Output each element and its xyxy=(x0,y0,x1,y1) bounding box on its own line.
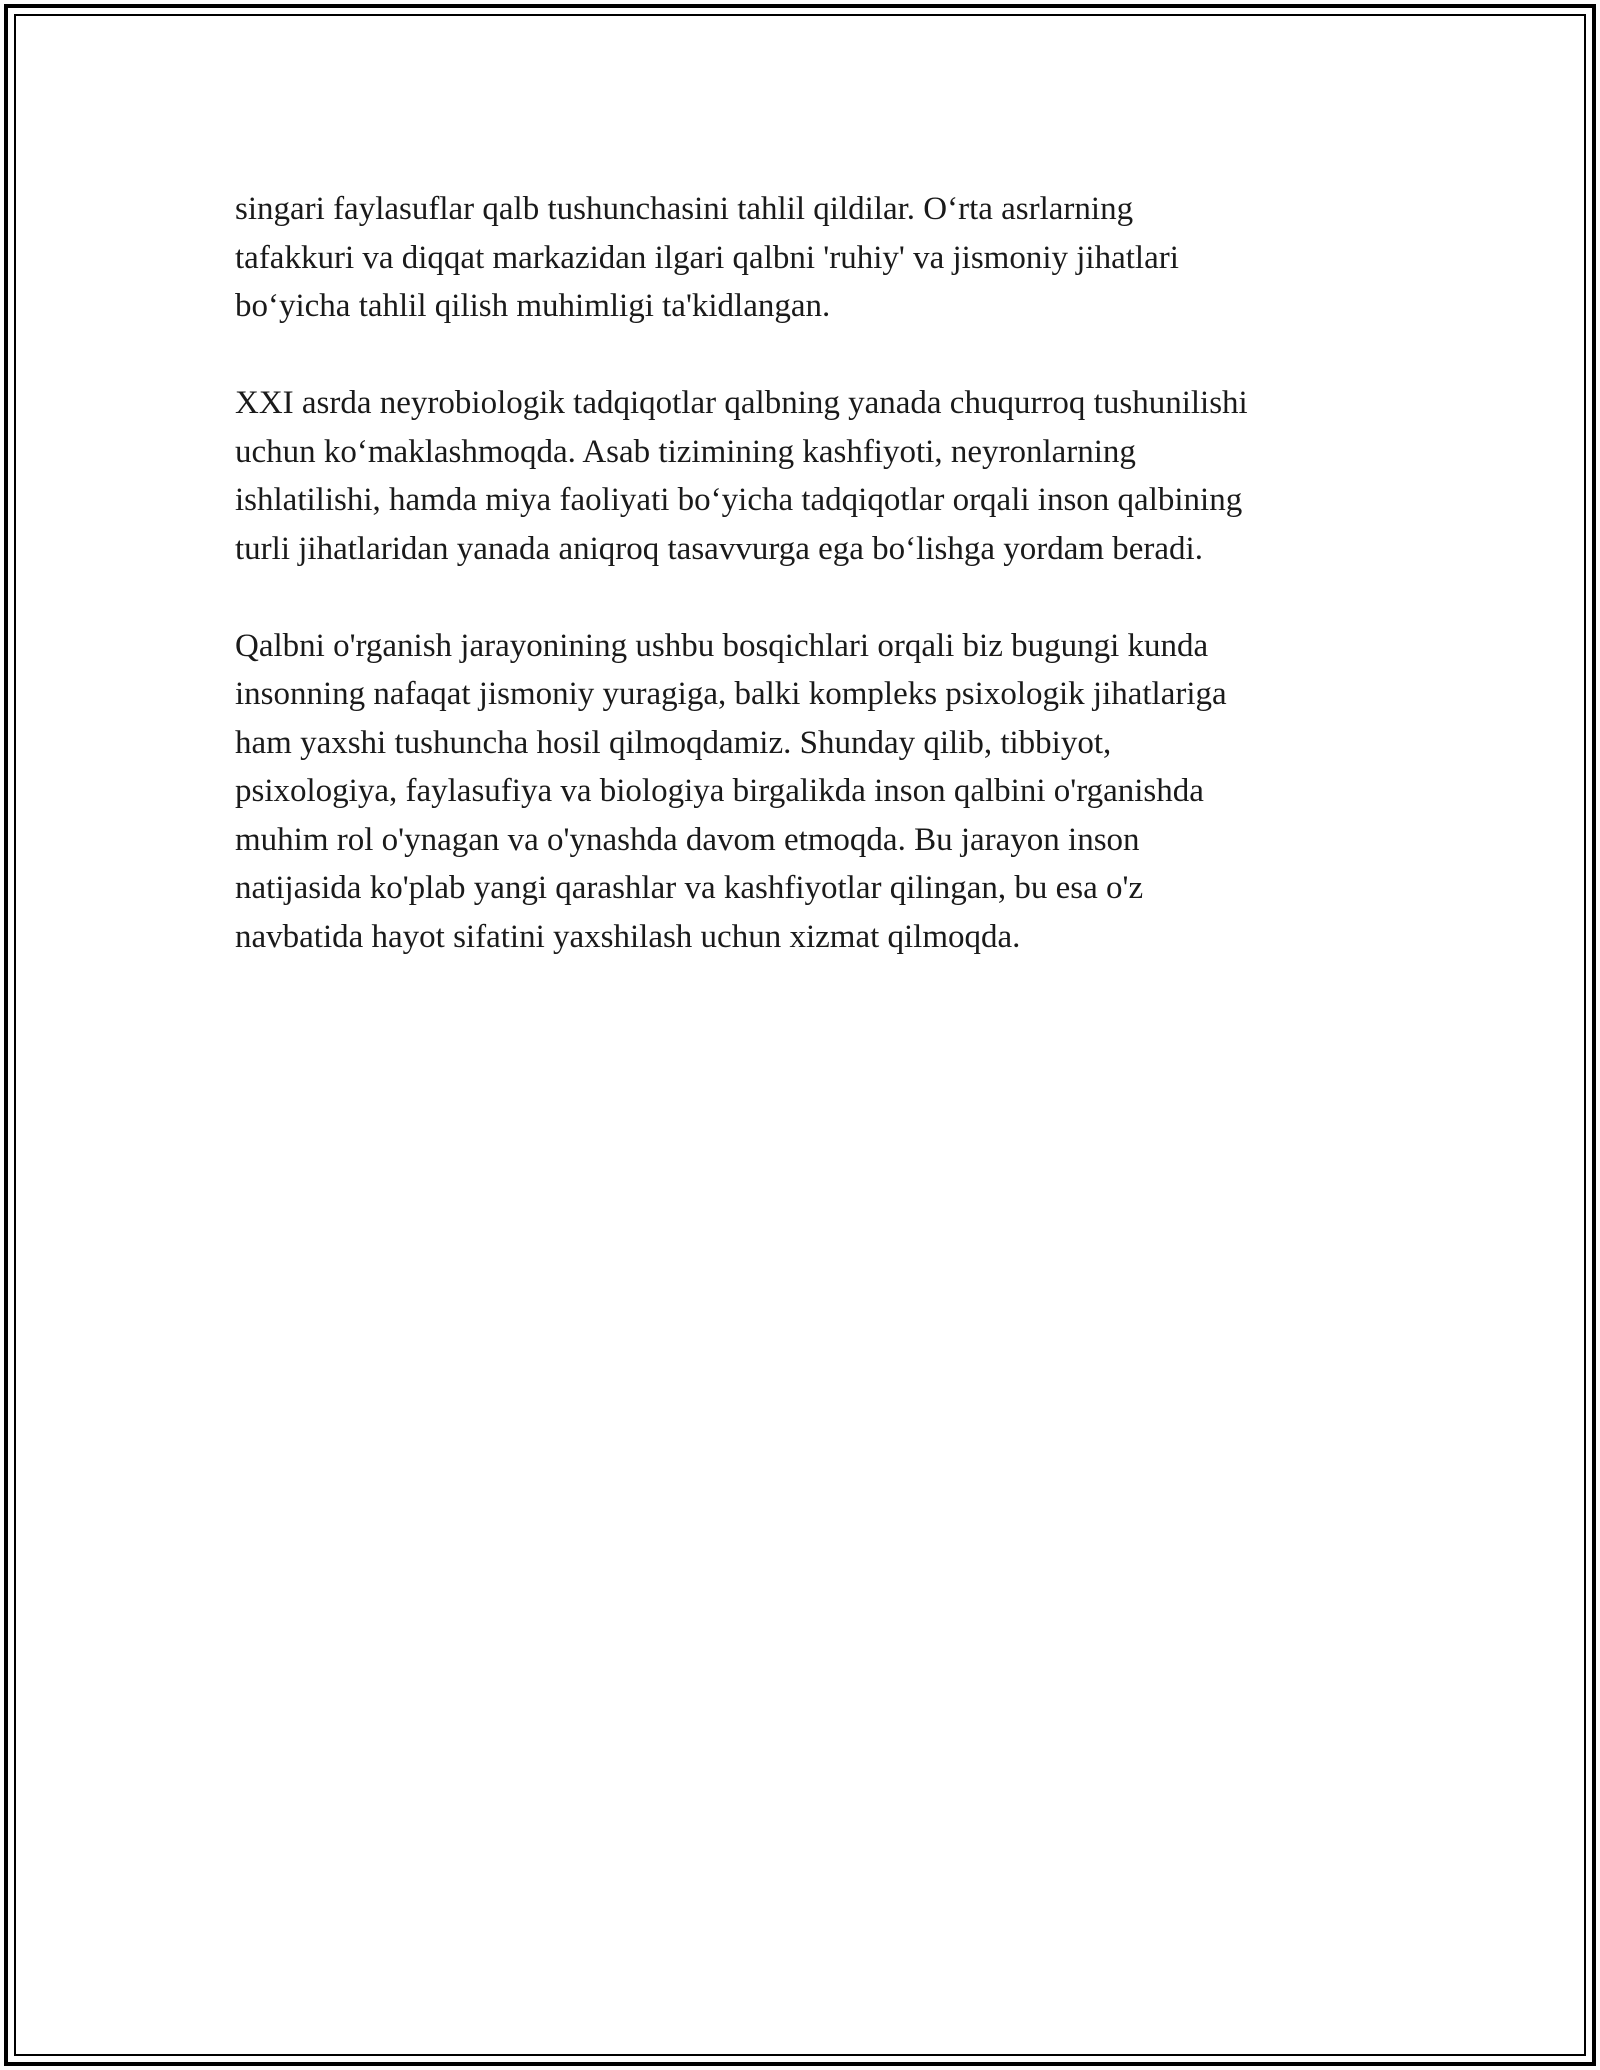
text-line: natijasida ko'plab yangi qarashlar va kashfiyotlar qilingan, bu esa o'z xyxy=(235,870,1144,906)
paragraph-2 xyxy=(235,379,1395,573)
text-line: navbatida hayot sifatini yaxshilash uchun xizmat qilmoqda. xyxy=(235,918,1021,955)
text-line: psixologiya, faylasufiya va biologiya birgalikda inson qalbini o'rganishda xyxy=(235,773,1204,809)
document-body xyxy=(235,185,1395,1010)
paragraph-1 xyxy=(235,185,1395,331)
text-line: insonning nafaqat jismoniy yuragiga, balki kompleks psixologik jihatlariga xyxy=(235,676,1227,712)
text-line: tafakkuri va diqqat markazidan ilgari qalbni 'ruhiy' va jismoniy jihatlari xyxy=(235,239,1179,276)
text-line: muhim rol o'ynagan va o'ynashda davom etmoqda. Bu jarayon inson xyxy=(235,821,1140,858)
text-line: ishlatilishi, hamda miya faoliyati bo‘yicha tadqiqotlar orqali inson qalbining xyxy=(235,482,1243,518)
text-line: ham yaxshi tushuncha hosil qilmoqdamiz. Shunday qilib, tibbiyot, xyxy=(235,724,1112,761)
paragraph-3 xyxy=(235,622,1395,962)
text-line: XXI asrda neyrobiologik tadqiqotlar qalbning yanada chuqurroq tushunilishi xyxy=(235,385,1248,421)
text-line: uchun ko‘maklashmoqda. Asab tizimining kashfiyoti, neyronlarning xyxy=(235,433,1136,470)
text-line: bo‘yicha tahlil qilish muhimligi ta'kidlangan. xyxy=(235,288,831,324)
text-line: Qalbni o'rganish jarayonining ushbu bosqichlari orqali biz bugungi kunda xyxy=(235,627,1209,664)
text-line: turli jihatlaridan yanada aniqroq tasavvurga ega bo‘lishga yordam beradi. xyxy=(235,530,1203,567)
text-line: singari faylasuflar qalb tushunchasini tahlil qildilar. O‘rta asrlarning xyxy=(235,191,1134,227)
